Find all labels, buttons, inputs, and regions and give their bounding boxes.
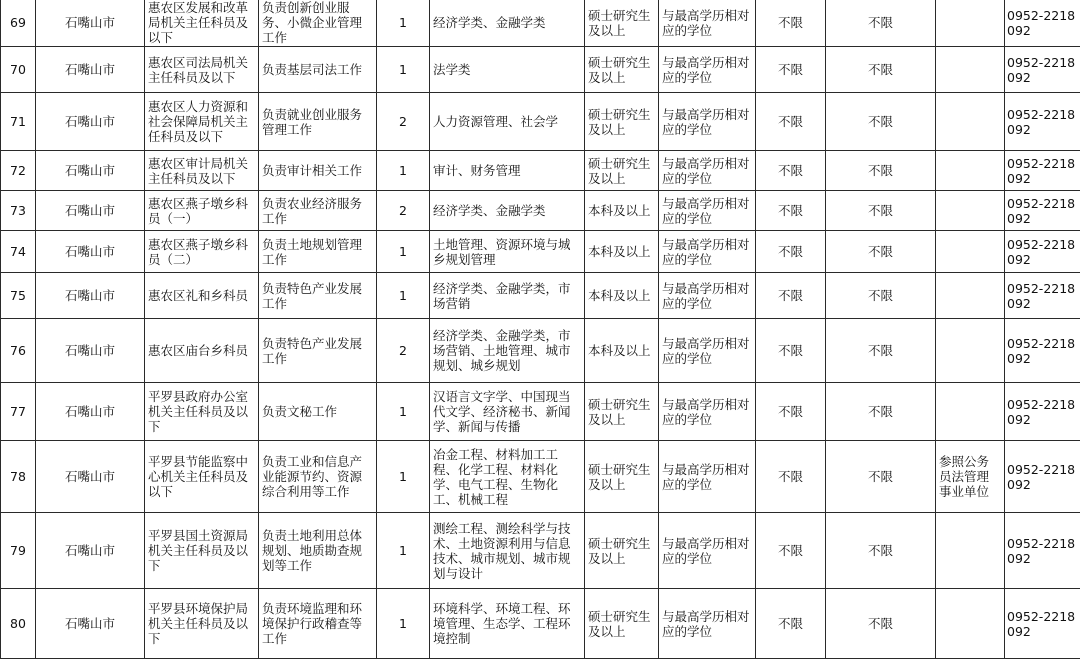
- education-cell: 硕士研究生及以上: [585, 441, 659, 513]
- position-cell: 平罗县环境保护局机关主任科员及以下: [145, 589, 259, 659]
- degree-cell: 与最高学历相对应的学位: [659, 151, 756, 191]
- degree-cell: 与最高学历相对应的学位: [659, 93, 756, 151]
- position-cell: 平罗县政府办公室机关主任科员及以下: [145, 383, 259, 441]
- requirement-cell-2: 不限: [826, 93, 936, 151]
- table-body: [1, 0, 1080, 659]
- city-cell: 石嘴山市: [36, 273, 145, 319]
- phone-cell: 0952-2218092: [1005, 319, 1080, 383]
- position-cell: 惠农区发展和改革局机关主任科员及以下: [145, 0, 259, 47]
- requirement-cell: 不限: [756, 47, 826, 93]
- major-cell: 经济学类、金融学类，市场营销、土地管理、城市规划、城乡规划: [430, 319, 585, 383]
- degree-cell: 与最高学历相对应的学位: [659, 231, 756, 273]
- row-number: 69: [1, 0, 36, 47]
- note-cell: [936, 231, 1005, 273]
- city-cell: 石嘴山市: [36, 47, 145, 93]
- row-number: 72: [1, 151, 36, 191]
- duty-cell: 负责工业和信息产业能源节约、资源综合利用等工作: [259, 441, 377, 513]
- education-cell: 硕士研究生及以上: [585, 383, 659, 441]
- position-cell: 惠农区司法局机关主任科员及以下: [145, 47, 259, 93]
- position-cell: 平罗县节能监察中心机关主任科员及以下: [145, 441, 259, 513]
- duty-cell: 负责土地规划管理工作: [259, 231, 377, 273]
- education-cell: 硕士研究生及以上: [585, 0, 659, 47]
- major-cell: 法学类: [430, 47, 585, 93]
- headcount-cell: 1: [377, 0, 430, 47]
- major-cell: 审计、财务管理: [430, 151, 585, 191]
- row-number: 79: [1, 513, 36, 589]
- duty-cell: 负责土地利用总体规划、地质勘查规划等工作: [259, 513, 377, 589]
- note-cell: [936, 589, 1005, 659]
- degree-cell: 与最高学历相对应的学位: [659, 273, 756, 319]
- phone-cell: 0952-2218092: [1005, 231, 1080, 273]
- requirement-cell: 不限: [756, 383, 826, 441]
- degree-cell: 与最高学历相对应的学位: [659, 0, 756, 47]
- city-cell: 石嘴山市: [36, 589, 145, 659]
- duty-cell: 负责农业经济服务工作: [259, 191, 377, 231]
- city-cell: 石嘴山市: [36, 0, 145, 47]
- position-cell: 惠农区礼和乡科员: [145, 273, 259, 319]
- requirement-cell: 不限: [756, 273, 826, 319]
- headcount-cell: 1: [377, 273, 430, 319]
- city-cell: 石嘴山市: [36, 191, 145, 231]
- note-cell: [936, 93, 1005, 151]
- phone-cell: 0952-2218092: [1005, 513, 1080, 589]
- headcount-cell: 1: [377, 383, 430, 441]
- position-cell: 惠农区审计局机关主任科员及以下: [145, 151, 259, 191]
- degree-cell: 与最高学历相对应的学位: [659, 47, 756, 93]
- duty-cell: 负责审计相关工作: [259, 151, 377, 191]
- education-cell: 本科及以上: [585, 191, 659, 231]
- table-row: [1, 441, 1080, 513]
- city-cell: 石嘴山市: [36, 441, 145, 513]
- major-cell: 经济学类、金融学类: [430, 0, 585, 47]
- duty-cell: 负责文秘工作: [259, 383, 377, 441]
- education-cell: 本科及以上: [585, 231, 659, 273]
- education-cell: 本科及以上: [585, 319, 659, 383]
- phone-cell: 0952-2218092: [1005, 273, 1080, 319]
- degree-cell: 与最高学历相对应的学位: [659, 383, 756, 441]
- row-number: 75: [1, 273, 36, 319]
- requirement-cell: 不限: [756, 0, 826, 47]
- requirement-cell: 不限: [756, 319, 826, 383]
- requirement-cell: 不限: [756, 93, 826, 151]
- education-cell: 本科及以上: [585, 273, 659, 319]
- note-cell: [936, 0, 1005, 47]
- note-cell: [936, 273, 1005, 319]
- major-cell: 汉语言文字学、中国现当代文学、经济秘书、新闻学、新闻与传播: [430, 383, 585, 441]
- table-row: [1, 47, 1080, 93]
- city-cell: 石嘴山市: [36, 151, 145, 191]
- major-cell: 冶金工程、材料加工工程、化学工程、材料化学、电气工程、生物化工、机械工程: [430, 441, 585, 513]
- requirement-cell: 不限: [756, 441, 826, 513]
- requirement-cell: 不限: [756, 513, 826, 589]
- requirement-cell: 不限: [756, 191, 826, 231]
- note-cell: [936, 319, 1005, 383]
- degree-cell: 与最高学历相对应的学位: [659, 513, 756, 589]
- requirement-cell-2: 不限: [826, 0, 936, 47]
- row-number: 78: [1, 441, 36, 513]
- note-cell: 参照公务员法管理事业单位: [936, 441, 1005, 513]
- row-number: 74: [1, 231, 36, 273]
- duty-cell: 负责特色产业发展工作: [259, 319, 377, 383]
- table-row: [1, 191, 1080, 231]
- table-row: [1, 151, 1080, 191]
- row-number: 70: [1, 47, 36, 93]
- note-cell: [936, 151, 1005, 191]
- phone-cell: 0952-2218092: [1005, 191, 1080, 231]
- phone-cell: 0952-2218092: [1005, 383, 1080, 441]
- phone-cell: 0952-2218092: [1005, 151, 1080, 191]
- row-number: 73: [1, 191, 36, 231]
- requirement-cell-2: 不限: [826, 383, 936, 441]
- duty-cell: 负责创新创业服务、小微企业管理工作: [259, 0, 377, 47]
- headcount-cell: 1: [377, 589, 430, 659]
- major-cell: 环境科学、环境工程、环境管理、生态学、工程环境控制: [430, 589, 585, 659]
- requirement-cell-2: 不限: [826, 319, 936, 383]
- table-row: [1, 93, 1080, 151]
- major-cell: 人力资源管理、社会学: [430, 93, 585, 151]
- requirement-cell: 不限: [756, 589, 826, 659]
- education-cell: 硕士研究生及以上: [585, 589, 659, 659]
- duty-cell: 负责特色产业发展工作: [259, 273, 377, 319]
- city-cell: 石嘴山市: [36, 93, 145, 151]
- table-row: [1, 383, 1080, 441]
- row-number: 71: [1, 93, 36, 151]
- major-cell: 经济学类、金融学类: [430, 191, 585, 231]
- phone-cell: 0952-2218092: [1005, 589, 1080, 659]
- major-cell: 土地管理、资源环境与城乡规划管理: [430, 231, 585, 273]
- position-cell: 惠农区人力资源和社会保障局机关主任科员及以下: [145, 93, 259, 151]
- row-number: 76: [1, 319, 36, 383]
- requirement-cell: 不限: [756, 231, 826, 273]
- requirement-cell-2: 不限: [826, 273, 936, 319]
- city-cell: 石嘴山市: [36, 231, 145, 273]
- headcount-cell: 1: [377, 441, 430, 513]
- education-cell: 硕士研究生及以上: [585, 513, 659, 589]
- position-cell: 惠农区燕子墩乡科员（一）: [145, 191, 259, 231]
- position-cell: 惠农区庙台乡科员: [145, 319, 259, 383]
- note-cell: [936, 191, 1005, 231]
- city-cell: 石嘴山市: [36, 383, 145, 441]
- duty-cell: 负责就业创业服务管理工作: [259, 93, 377, 151]
- duty-cell: 负责环境监理和环境保护行政稽查等工作: [259, 589, 377, 659]
- major-cell: 测绘工程、测绘科学与技术、土地资源利用与信息技术、城市规划、城市规划与设计: [430, 513, 585, 589]
- requirement-cell-2: 不限: [826, 151, 936, 191]
- phone-cell: 0952-2218092: [1005, 93, 1080, 151]
- position-cell: 平罗县国土资源局机关主任科员及以下: [145, 513, 259, 589]
- requirement-cell-2: 不限: [826, 441, 936, 513]
- headcount-cell: 2: [377, 319, 430, 383]
- degree-cell: 与最高学历相对应的学位: [659, 441, 756, 513]
- phone-cell: 0952-2218092: [1005, 47, 1080, 93]
- table-row: [1, 231, 1080, 273]
- table-row: [1, 513, 1080, 589]
- note-cell: [936, 383, 1005, 441]
- headcount-cell: 1: [377, 151, 430, 191]
- phone-cell: 0952-2218092: [1005, 441, 1080, 513]
- headcount-cell: 2: [377, 93, 430, 151]
- note-cell: [936, 47, 1005, 93]
- major-cell: 经济学类、金融学类，市场营销: [430, 273, 585, 319]
- table-row: [1, 0, 1080, 47]
- table-row: [1, 319, 1080, 383]
- headcount-cell: 1: [377, 231, 430, 273]
- duty-cell: 负责基层司法工作: [259, 47, 377, 93]
- position-cell: 惠农区燕子墩乡科员（二）: [145, 231, 259, 273]
- degree-cell: 与最高学历相对应的学位: [659, 589, 756, 659]
- requirement-cell-2: 不限: [826, 231, 936, 273]
- degree-cell: 与最高学历相对应的学位: [659, 319, 756, 383]
- requirement-cell-2: 不限: [826, 589, 936, 659]
- requirement-cell-2: 不限: [826, 47, 936, 93]
- education-cell: 硕士研究生及以上: [585, 47, 659, 93]
- table-row: [1, 273, 1080, 319]
- row-number: 80: [1, 589, 36, 659]
- requirement-cell: 不限: [756, 151, 826, 191]
- city-cell: 石嘴山市: [36, 319, 145, 383]
- headcount-cell: 2: [377, 191, 430, 231]
- headcount-cell: 1: [377, 47, 430, 93]
- headcount-cell: 1: [377, 513, 430, 589]
- requirement-cell-2: 不限: [826, 191, 936, 231]
- table-row: [1, 589, 1080, 659]
- education-cell: 硕士研究生及以上: [585, 151, 659, 191]
- education-cell: 硕士研究生及以上: [585, 93, 659, 151]
- row-number: 77: [1, 383, 36, 441]
- note-cell: [936, 513, 1005, 589]
- requirement-cell-2: 不限: [826, 513, 936, 589]
- degree-cell: 与最高学历相对应的学位: [659, 191, 756, 231]
- city-cell: 石嘴山市: [36, 513, 145, 589]
- phone-cell: 0952-2218092: [1005, 0, 1080, 47]
